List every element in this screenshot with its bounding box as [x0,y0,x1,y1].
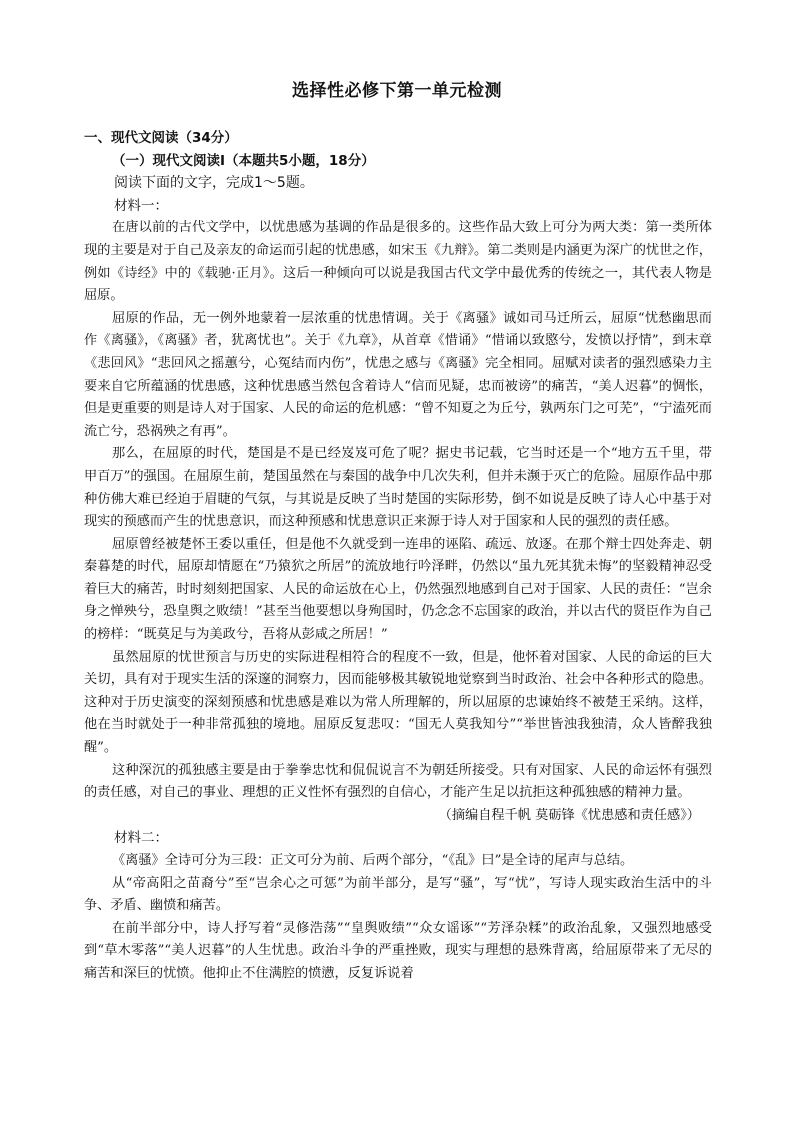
material2-label: 材料二： [114,830,168,847]
page-title: 选择性必修下第一单元检测 [292,81,502,101]
material1-paragraph: 屈原曾经被楚怀王委以重任，但是他不久就受到一连串的诬陷、疏远、放逐。在那个辩士四处奔走、朝秦暮楚的时代，屈原却情愿在“乃猿狖之所居”的流放地行吟泽畔，仍然以“虽九死其犹未悔”的坚毅精神忍受着巨大的痛苦，时时刻刻把国家、人民的命运放在心上，仍然强烈地感到自己对于国家、人民的责任：“岂余身之惮殃兮，恐皇舆之败绩！”甚至当他要想以身殉国时，仍念念不忘国家的政治，并以古代的贤臣作为自己的榜样：“既莫足与为美政兮，吾将从彭咸之所居！” [84,536,712,643]
material1-paragraph: 那么，在屈原的时代，楚国是不是已经岌岌可危了呢？据史书记载，它当时还是一个“地方五千里，带甲百万”的强国。在屈原生前，楚国虽然在与秦国的战争中几次失利，但并未濒于灭亡的危险。屈原作品中那种仿佛大难已经迫于眉睫的气氛，与其说是反映了当时楚国的实际形势，倒不如说是反映了诗人心中基于对现实的预感而产生的忧患意识，而这种预感和忧患意识正来源于诗人对于国家和人民的强烈的责任感。 [84,446,712,530]
material2-paragraph: 《离骚》全诗可分为三段：正文可分为前、后两个部分，“《乱》曰”是全诗的尾声与总结。 [112,853,634,868]
section-heading: 一、现代文阅读（34分） [84,130,238,146]
material1-source: （摘编自程千帆 莫砺锋《忧患感和责任感》） [438,807,700,823]
material2-paragraph: 在前半部分中，诗人抒写着“灵修浩荡”“皇舆败绩”“众女谣诼”“芳泽杂糅”的政治乱象，又强烈地感受到“草木零落”“美人迟暮”的人生忧患。政治斗争的严重挫败，现实与理想的悬殊背离，给屈原带来了无尽的痛苦和深巨的忧愤。他抑止不住满腔的愤懑，反复诉说着 [84,920,712,981]
material1-paragraph: 这种深沉的孤独感主要是由于拳拳忠忱和侃侃说言不为朝廷所接受。只有对国家、人民的命运怀有强烈的责任感，对自己的事业、理想的正义性怀有强烈的自信心，才能产生足以抗拒这种孤独感的精神力量。 [84,762,712,801]
document-body [84,127,712,986]
material1-paragraph: 屈原的作品，无一例外地蒙着一层浓重的忧患情调。关于《离骚》诚如司马迁所云，屈原“忧愁幽思而作《离骚》，《离骚》者，犹离忧也”。关于《九章》，从首章《惜诵》“惜诵以致愍兮，发愤以抒情”，到末章《悲回风》“悲回风之摇蕙兮，心冤结而内伤”，忧患之感与《离骚》完全相同。屈赋对读者的强烈感染力主要来自它所蕴涵的忧患感，这种忧患感当然包含着诗人“信而见疑，忠而被谤”的痛苦，“美人迟暮”的惆怅，但是更重要的则是诗人对于国家、人民的命运的危机感：“曾不知夏之为丘兮，孰两东门之可芜”，“宁溘死而流亡兮，恐祸殃之有再”。 [84,310,712,439]
material1-paragraph: 虽然屈原的忧世预言与历史的实际进程相符合的程度不一致，但是，他怀着对国家、人民的命运的巨大关切，具有对于现实生活的深邃的洞察力，因而能够极其敏锐地觉察到当时政治、社会中各种形式的隐患。这种对于历史演变的深刻预感和忧患感是难以为常人所理解的，所以屈原的忠谏始终不被楚王采纳。这样，他在当时就处于一种非常孤独的境地。屈原反复悲叹：“国无人莫我知兮”“举世皆浊我独清，众人皆醉我独醒”。 [84,649,712,756]
subsection-heading: （一）现代文阅读Ⅰ（本题共5小题，18分） [112,152,375,169]
material1-label: 材料一： [114,197,168,214]
instruction-text: 阅读下面的文字，完成1～5题。 [114,175,314,192]
material2-paragraph: 从“帝高阳之苗裔兮”至“岂余心之可惩”为前半部分，是写“骚”，写“忧”，写诗人现实政治生活中的斗争、矛盾、幽愤和痛苦。 [84,875,712,914]
material1-paragraph: 在唐以前的古代文学中，以忧患感为基调的作品是很多的。这些作品大致上可分为两大类：第一类所体现的主要是对于自己及亲友的命运而引起的忧患感，如宋玉《九辩》。第二类则是内涵更为深广的忧世之作，例如《诗经》中的《载驰·正月》。这后一种倾向可以说是我国古代文学中最优秀的传统之一，其代表人物是屈原。 [84,220,712,304]
